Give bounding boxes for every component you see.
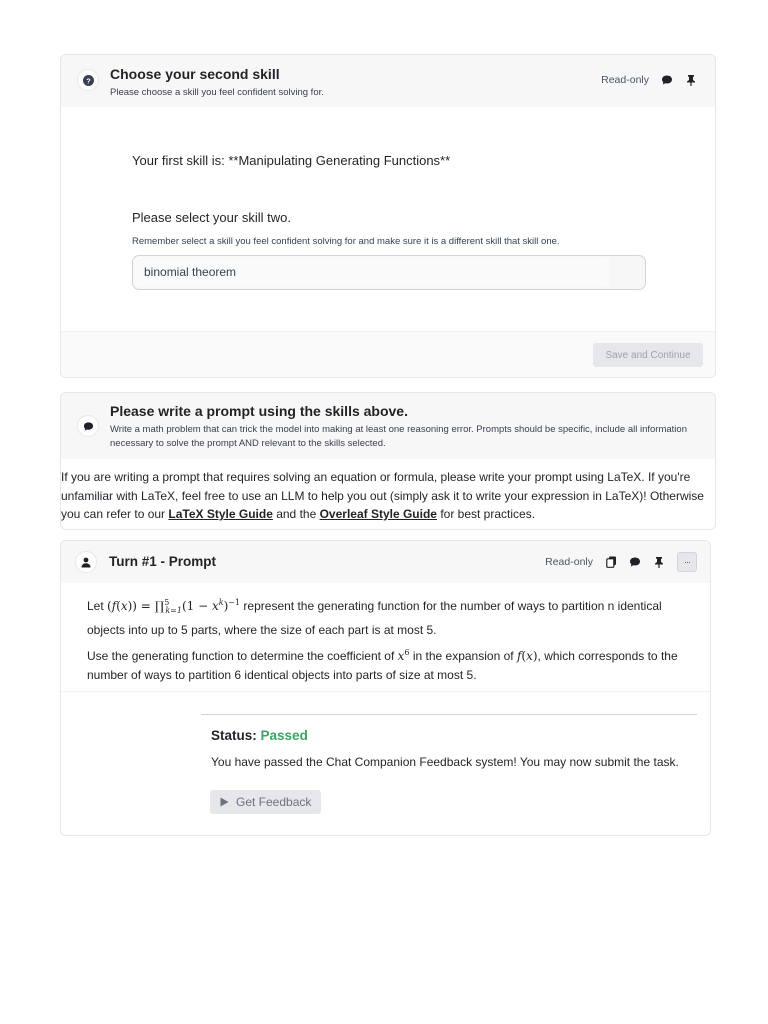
latex-style-guide-link[interactable]: LaTeX Style Guide [168,507,273,521]
latex-info-paragraph [61,468,711,524]
user-icon [80,556,92,568]
p1-rest: represent the generating function for the number of ways to partition n identical objects into up to 5 parts, where the size of each part is at most 5. [87,599,662,637]
select-skill-label: Please select your skill two. [132,210,291,225]
skill-two-input[interactable] [134,257,610,287]
prompt-instructions-card [60,392,716,530]
pin-icon[interactable] [685,74,697,86]
status-value: Passed [260,728,308,743]
question-icon [82,74,94,86]
read-only-label: Read-only [545,556,593,568]
fx-formula: f(x) [516,649,538,663]
pin-icon[interactable] [653,556,665,568]
status-message: You have passed the Chat Companion Feedback system! You may now submit the task. [211,755,679,769]
skill-card-subtitle: Please choose a skill you feel confident solving for. [110,87,324,98]
skill-input-wrapper [132,255,646,290]
skill-card-title: Choose your second skill [110,66,280,82]
comment-icon[interactable] [629,556,641,568]
p1-let: Let [87,599,108,613]
comment-circle [77,415,99,437]
first-skill-text: Your first skill is: **Manipulating Generating Functions** [132,153,451,168]
latex-info-end: for best practices. [436,507,536,521]
comment-icon [82,420,94,432]
skill-card [60,54,716,378]
skill-card-header [61,55,715,107]
select-skill-hint: Remember select a skill you feel confident solving for and make sure it is a different skill that skill one. [132,236,560,247]
turn-card [60,540,711,836]
copy-icon[interactable] [605,556,617,568]
prompt-card-header [61,393,715,459]
prompt-paragraph-1 [87,594,692,639]
save-continue-button[interactable]: Save and Continue [593,343,703,367]
feedback-divider [201,714,697,715]
p2-a: Use the generating function to determine the coefficient of [87,649,398,663]
p2-b: in the expansion of [409,649,517,663]
get-feedback-label: Get Feedback [236,795,312,809]
turn-card-title: Turn #1 - Prompt [109,554,217,569]
turn-divider [61,691,711,692]
turn-card-header [61,541,710,583]
get-feedback-button[interactable] [210,790,321,814]
x6-formula: $x^6$ [397,648,410,663]
comment-icon[interactable] [661,74,673,86]
question-circle [77,69,99,91]
user-circle [75,551,97,573]
skill-card-actions [601,74,697,86]
svg-text:?: ? [85,75,91,85]
prompt-paragraph-2 [87,644,692,684]
play-icon [218,796,230,808]
turn-card-actions [545,552,697,572]
generating-function-formula: (f(x)) = ∏$^5_{k=1}$(1 − $x^k)^{-1}$ [107,598,241,616]
p2-c: , which corresponds to the number of ways to partition 6 identical objects into parts of size at most 5. [87,649,678,682]
latex-info-text: If you are writing a prompt that requires solving an equation or formula, please write your prompt using LaTeX. If you're unfamiliar with LaTeX, feel free to use an LLM to help you out (simply ask it to write your expression in LaTeX)! Otherwise you can refer to our [61,470,704,521]
prompt-card-subtitle: Write a math problem that can trick the model into making at least one reasoning error. Prompts should be specific, include all information necessary to solve the prompt AND relevant to the skills selected. [110,424,687,449]
overleaf-style-guide-link[interactable]: Overleaf Style Guide [319,507,437,521]
more-icon[interactable]: ··· [677,552,697,572]
read-only-label: Read-only [601,74,649,86]
latex-info-and: and the [272,507,320,521]
status-label: Status: [211,728,257,743]
prompt-card-title: Please write a prompt using the skills above. [110,403,408,419]
status-line [211,728,308,743]
